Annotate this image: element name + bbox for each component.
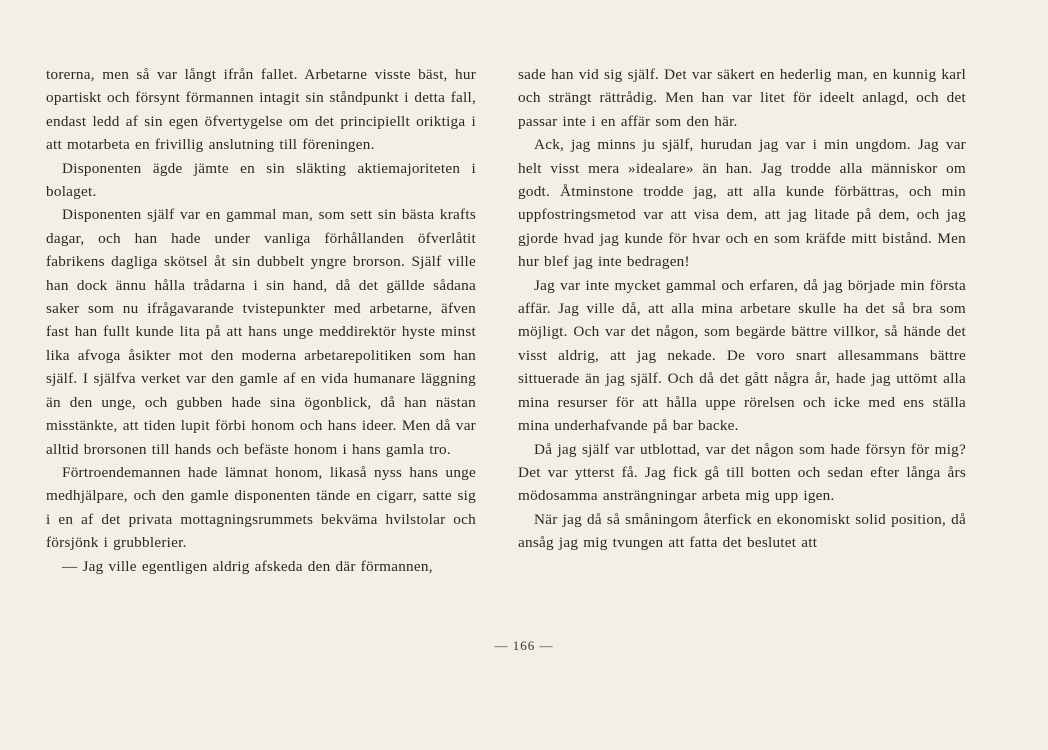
- paragraph: — Jag ville egentligen aldrig afskeda den där förmannen,: [62, 557, 433, 575]
- paragraph: Förtroendemannen hade lämnat honom, likaså nyss hans unge medhjälpare, och den gamle disponenten tände en cigarr, satte sig i en af det privata mottagningsrummets bekväma hvilstolar och försjönk i grubblerier.: [46, 463, 476, 552]
- paragraph: När jag då så småningom återfick en ekonomiskt solid position, då ansåg jag mig tvungen att fatta det beslutet att: [518, 510, 966, 552]
- paragraph: Disponenten själf var en gammal man, som sett sin bästa krafts dagar, och han hade under vanliga förhållanden öfverlåtit fabrikens dagliga skötsel åt sin dubbelt yngre brorson. Själf ville han dock ännu hålla trådarna i sin hand, då det gällde sådana saker som nu ifrågavarande tvistepunkter med arbetarne, äfven fast han fullt kunde lita på att hans unge meddirektör hyste minst lika afvoga åsikter mot den moderna arbetarepolitiken som han själf. I själfva verket var den gamle af en vida humanare läggning än den unge, och gubben hade sina ögonblick, då han nästan misstänkte, att tiden lupit förbi honom och hans ideer. Men då var alltid brorsonen till hands och befäste honom i hans gamla tro.: [46, 206, 476, 458]
- paragraph: Disponenten ägde jämte en sin släkting aktiemajoriteten i bolaget.: [46, 159, 476, 201]
- paragraph: Jag var inte mycket gammal och erfaren, då jag började min första affär. Jag ville då, att alla mina arbetare skulle ha det så bra som möjligt. Och var det någon, som begärde bättre villkor, så hände det visst aldrig, att jag nekade. De voro snart allesammans bättre sittuerade än jag själf. Och då det gått några år, hade jag uttömt alla mina resurser för att hålla uppe rörelsen och icke med ens ställa mina underhafvande på bar backe.: [518, 276, 966, 435]
- paragraph: Då jag själf var utblottad, var det någon som hade försyn för mig? Det var ytterst få. Jag fick gå till botten och sedan efter långa års mödosamma ansträngningar arbeta mig upp igen.: [518, 440, 966, 505]
- paragraph: torerna, men så var långt ifrån fallet. Arbetarne visste bäst, hur opartiskt och försynt förmannen intagit sin ståndpunkt i detta fall, endast ledd af sin egen öfvertygelse om det principiellt oriktiga i att motarbeta en frivillig anslutning till föreningen.: [46, 66, 476, 154]
- left-column: [46, 63, 476, 578]
- paragraph: Ack, jag minns ju själf, hurudan jag var i min ungdom. Jag var helt visst mera »idealare» än han. Jag trodde alla människor om godt. Åtminstone trodde jag, att alla kunde förbättras, och min uppfostringsmetod var att visa dem, att jag litade på dem, och jag gjorde hvad jag kunde för hvar och en som kräfde mitt bistånd. Men hur blef jag inte bedragen!: [518, 136, 966, 271]
- right-column: [518, 63, 966, 555]
- page-number: — 166 —: [494, 638, 554, 653]
- paragraph: sade han vid sig själf. Det var säkert en hederlig man, en kunnig karl och strängt rättrådig. Men han var litet för ideelt anlagd, och det passar inte i en affär som den här.: [518, 66, 966, 130]
